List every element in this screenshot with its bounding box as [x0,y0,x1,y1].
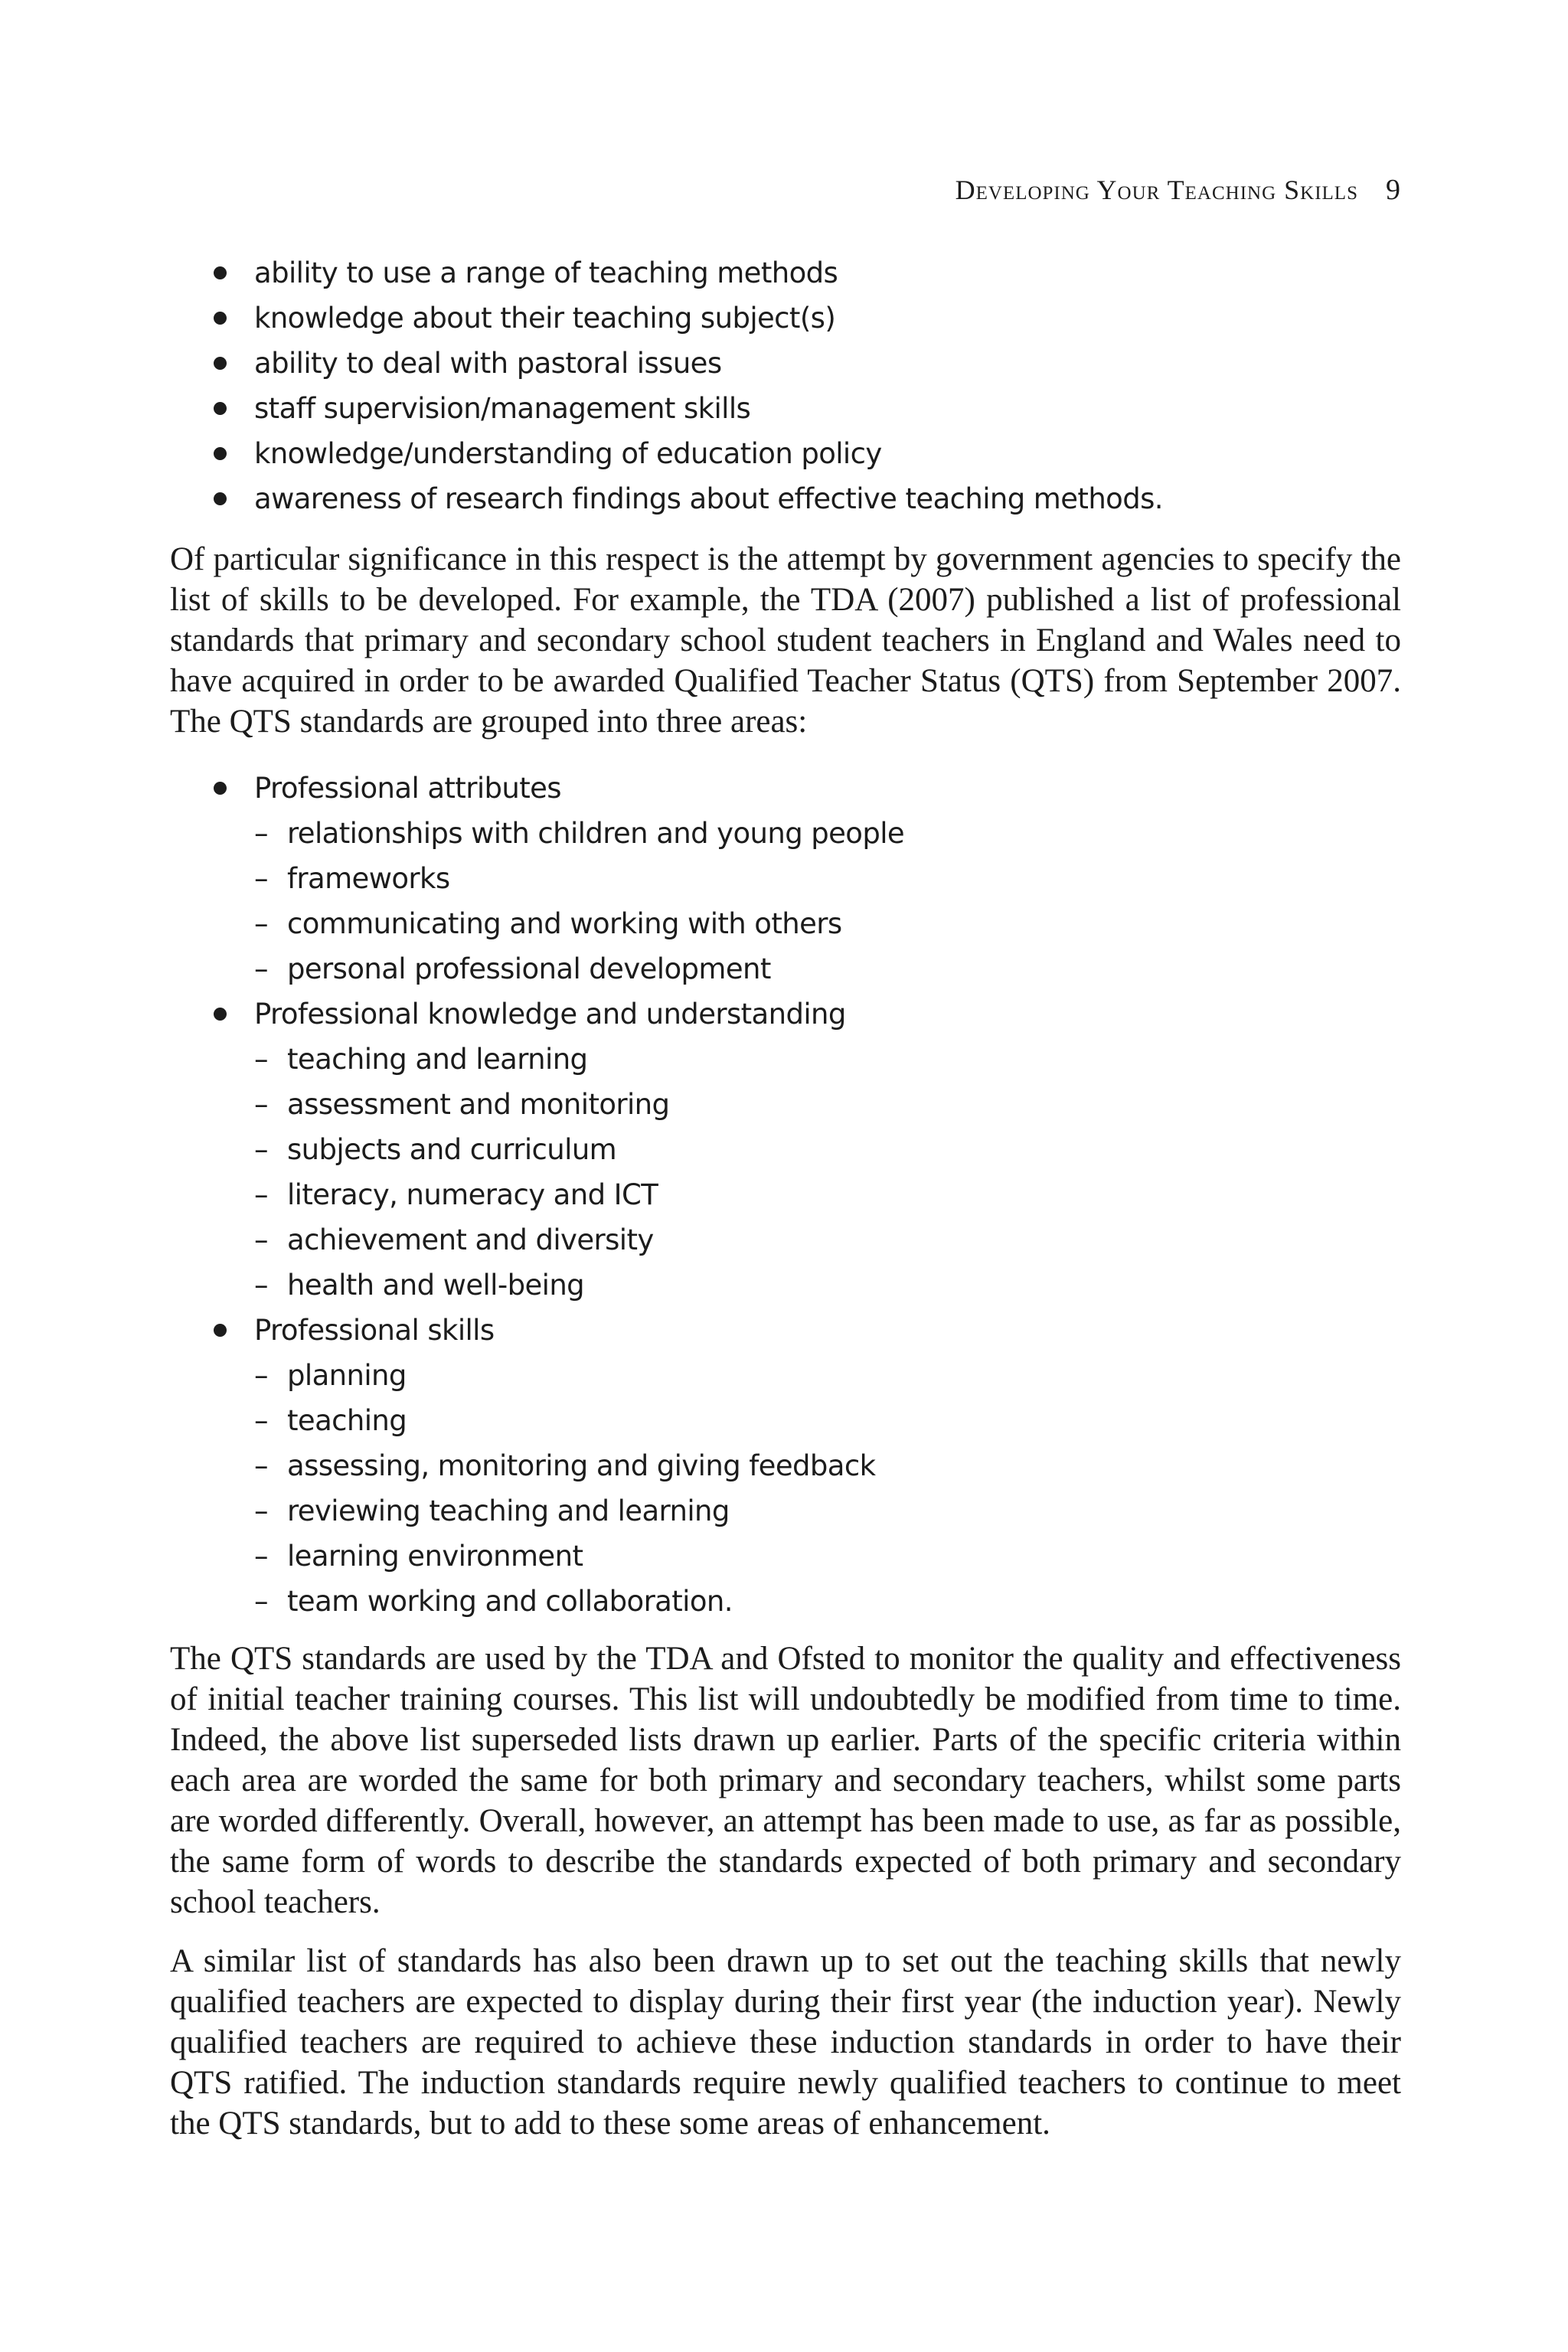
bullet-icon [214,312,227,325]
paragraph-qts-intro: Of particular significance in this respect is the attempt by government agencies to specify the list of skills to be developed. For example, the TDA (2007) published a list of professional standards that primary and secondary school student teachers in England and Wales need to have acquired in order to be awarded Qualified Teacher Status (QTS) from September 2007. The QTS standards are grouped into three areas: [170,541,1401,740]
dash-icon: – [254,1269,268,1302]
dash-icon: – [254,1133,268,1166]
dash-icon: – [254,1404,268,1437]
bullet-icon [214,447,227,460]
dash-icon: – [254,952,268,985]
list-item: knowledge/understanding of education policy [170,431,1401,476]
standards-area-heading: Professional knowledge and understanding [170,991,1401,1037]
bullet-icon [214,1008,227,1021]
list-item: – assessing, monitoring and giving feedback [170,1443,1401,1488]
paragraph-induction-standards: A similar list of standards has also been drawn up to set out the teaching skills that newly qualified teachers are expected to display during their first year (the induction year). Newly qualified teachers are required to achieve these induction standards in order to have their QTS ratified. The induction standards require newly qualified teachers to continue to meet the QTS standards, but to add to these some areas of enhancement. [170,1943,1401,2141]
dash-icon: – [254,1359,268,1392]
dash-icon: – [254,1449,268,1482]
list-item: – teaching [170,1398,1401,1443]
list-item: – achievement and diversity [170,1217,1401,1263]
skills-list [170,250,1401,521]
dash-icon: – [254,1494,268,1527]
standards-area-heading: Professional attributes [170,766,1401,811]
bullet-icon [214,492,227,505]
list-item: – reviewing teaching and learning [170,1488,1401,1534]
list-item: – communicating and working with others [170,901,1401,946]
dash-icon: – [254,862,268,895]
dash-icon: – [254,1540,268,1573]
list-item: – learning environment [170,1534,1401,1579]
list-item: – teaching and learning [170,1037,1401,1082]
running-header [956,173,1401,207]
list-item: – planning [170,1353,1401,1398]
list-item: – relationships with children and young people [170,811,1401,856]
qts-standards-list [170,766,1401,1624]
bullet-icon [214,782,227,795]
bullet-icon [214,357,227,370]
dash-icon: – [254,1178,268,1211]
running-header-title: Developing Your Teaching Skills [955,175,1358,205]
bullet-icon [214,402,227,415]
dash-icon: – [254,1585,268,1618]
dash-icon: – [254,817,268,850]
list-item: – frameworks [170,856,1401,901]
dash-icon: – [254,907,268,940]
dash-icon: – [254,1043,268,1076]
list-item: – health and well-being [170,1263,1401,1308]
list-item: – assessment and monitoring [170,1082,1401,1127]
list-item: staff supervision/management skills [170,386,1401,431]
list-item: – personal professional development [170,946,1401,991]
standards-area-heading: Professional skills [170,1308,1401,1353]
list-item: – team working and collaboration. [170,1579,1401,1624]
bullet-icon [214,1324,227,1337]
list-item: ability to deal with pastoral issues [170,341,1401,386]
bullet-icon [214,266,227,279]
list-item: knowledge about their teaching subject(s) [170,296,1401,341]
list-item: – subjects and curriculum [170,1127,1401,1172]
list-item: awareness of research findings about effective teaching methods. [170,476,1401,521]
list-item: – literacy, numeracy and ICT [170,1172,1401,1217]
paragraph-qts-usage: The QTS standards are used by the TDA and Ofsted to monitor the quality and effectiveness of initial teacher training courses. This list will undoubtedly be modified from time to time. Indeed, the above list superseded lists drawn up earlier. Parts of the specific criteria within each area are worded the same for both primary and secondary teachers, whilst some parts are worded differently. Overall, however, an attempt has been made to use, as far as possible, the same form of words to describe the standards expected of both primary and secondary school teachers. [170,1641,1401,1920]
dash-icon: – [254,1223,268,1256]
dash-icon: – [254,1088,268,1121]
page-number: 9 [1386,174,1401,206]
list-item: ability to use a range of teaching methods [170,250,1401,296]
